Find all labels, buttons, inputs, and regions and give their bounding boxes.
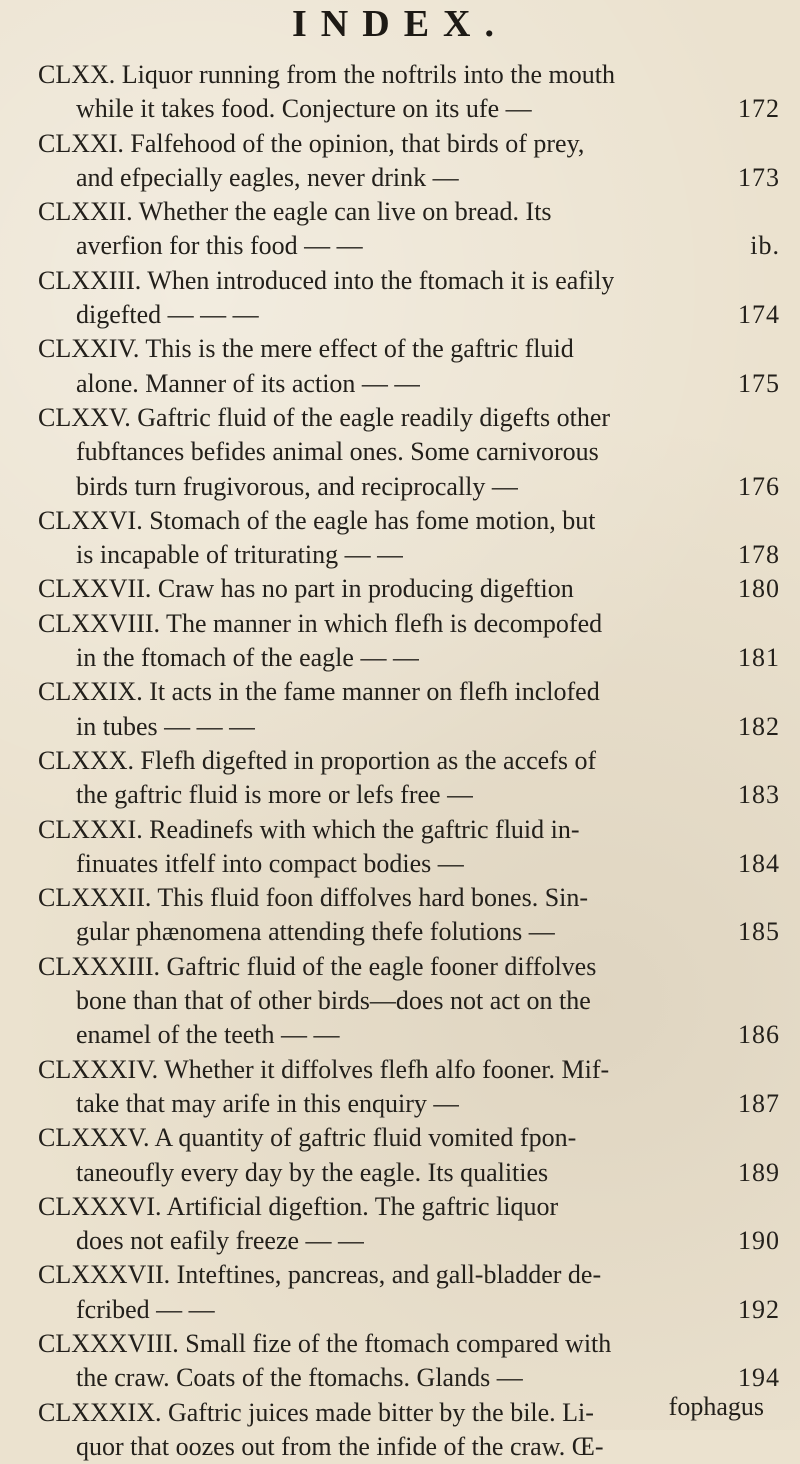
index-entry — [38, 1327, 780, 1396]
entry-text: CLXXVI. Stomach of the eagle has fome motion, but — [38, 505, 596, 535]
entry-page-number: 178 — [738, 540, 780, 570]
entry-page-number: 176 — [738, 471, 780, 501]
entry-line — [38, 58, 780, 92]
entry-line — [38, 367, 780, 401]
entry-text: while it takes food. Conjecture on its ufe — — [76, 94, 532, 124]
index-entry — [38, 1121, 780, 1190]
entry-text: CLXXIX. It acts in the fame manner on flefh inclofed — [38, 677, 600, 707]
entry-line — [38, 1087, 780, 1121]
index-entry — [38, 607, 780, 676]
entry-line — [38, 1327, 780, 1361]
entry-line — [38, 401, 780, 435]
index-entry — [38, 1190, 780, 1259]
entry-page-number: 187 — [738, 1088, 780, 1118]
entry-line — [38, 435, 780, 469]
entry-page-number: 173 — [738, 162, 780, 192]
entry-text: averfion for this food — — — [76, 231, 363, 261]
entry-text: in the ftomach of the eagle — — — [76, 643, 419, 673]
entry-line — [38, 229, 780, 263]
entry-line — [38, 470, 780, 504]
entry-line — [38, 950, 780, 984]
entry-text: CLXXII. Whether the eagle can live on bread. Its — [38, 197, 552, 227]
entry-text: CLXXI. Falfehood of the opinion, that birds of prey, — [38, 128, 585, 158]
entry-line — [38, 1190, 780, 1224]
entry-line — [38, 1121, 780, 1155]
page-header: INDEX. — [292, 3, 508, 45]
catchword: fophagus — [668, 1392, 764, 1421]
index-entry — [38, 881, 780, 950]
entry-text: enamel of the teeth — — — [76, 1020, 340, 1050]
entry-text: gular phænomena attending thefe folutions — — [76, 917, 555, 947]
index-entry — [38, 1053, 780, 1122]
entry-line — [38, 813, 780, 847]
entry-text: CLXXXII. This fluid foon diffolves hard bones. Sin- — [38, 883, 589, 913]
index-entry — [38, 58, 780, 127]
entry-line — [38, 1156, 780, 1190]
entry-text: digefted — — — — [76, 300, 259, 330]
entry-page-number: 172 — [738, 94, 780, 124]
entry-line — [38, 161, 780, 195]
entry-line — [38, 572, 780, 606]
entry-text: is incapable of triturating — — — [76, 540, 404, 570]
entry-text: the gaftric fluid is more or lefs free — — [76, 780, 474, 810]
entry-line — [38, 675, 780, 709]
entry-text: CLXXXI. Readinefs with which the gaftric fluid in- — [38, 814, 580, 844]
entry-page-number: 190 — [738, 1226, 780, 1256]
entry-line — [38, 1224, 780, 1258]
entry-line — [38, 778, 780, 812]
entry-text: CLXXV. Gaftric fluid of the eagle readily digefts other — [38, 402, 611, 432]
entry-line — [38, 1293, 780, 1327]
entry-text: birds turn frugivorous, and reciprocally — — [76, 471, 518, 501]
entry-page-number: 194 — [738, 1363, 780, 1393]
entry-line — [38, 641, 780, 675]
entry-line — [38, 127, 780, 161]
entry-text: finuates itfelf into compact bodies — — [76, 848, 464, 878]
entry-text: CLXXIII. When introduced into the ftomach it is eafily — [38, 265, 615, 295]
entry-text: bone than that of other birds—does not act on the — [76, 986, 591, 1016]
entry-line — [38, 538, 780, 572]
entry-page-number: 186 — [738, 1020, 780, 1050]
index-entry — [38, 332, 780, 401]
entry-text: fcribed — — — [76, 1294, 215, 1324]
entry-text: in tubes — — — — [76, 711, 256, 741]
entry-text: CLXXXVIII. Small fize of the ftomach compared with — [38, 1328, 612, 1358]
entry-line — [38, 915, 780, 949]
entry-text: does not eafily freeze — — — [76, 1226, 365, 1256]
entry-line — [38, 92, 780, 126]
entry-page-number: 174 — [738, 300, 780, 330]
entry-text: CLXXXIX. Gaftric juices made bitter by the bile. Li- — [38, 1397, 594, 1427]
entry-page-number: 175 — [738, 368, 780, 398]
index-entry — [38, 572, 780, 606]
entry-line — [38, 298, 780, 332]
entry-text: CLXXVII. Craw has no part in producing digeftion — [38, 574, 574, 604]
index-entry — [38, 504, 780, 573]
entry-line — [38, 195, 780, 229]
entry-page-number: ib. — [750, 231, 780, 261]
entry-text: quor that oozes out from the infide of the craw. Œ- — [76, 1431, 604, 1461]
index-entry — [38, 744, 780, 813]
entry-text: take that may arife in this enquiry — — [76, 1088, 460, 1118]
entry-page-number: 189 — [738, 1157, 780, 1187]
index-entry — [38, 675, 780, 744]
index-entry — [38, 401, 780, 504]
entry-text: CLXXXV. A quantity of gaftric fluid vomited fpon- — [38, 1123, 577, 1153]
entry-text: CLXXXIV. Whether it diffolves flefh alfo fooner. Mif- — [38, 1054, 610, 1084]
entry-page-number: 183 — [738, 780, 780, 810]
entry-text: taneoufly every day by the eagle. Its qualities — [76, 1157, 549, 1187]
entry-line — [38, 744, 780, 778]
entry-line — [38, 1361, 780, 1395]
entry-line — [38, 984, 780, 1018]
entry-text: CLXX. Liquor running from the noftrils into the mouth — [38, 60, 615, 89]
entry-line — [38, 847, 780, 881]
entry-line — [38, 264, 780, 298]
entry-line — [38, 710, 780, 744]
entry-line — [38, 881, 780, 915]
entry-text: fubftances befides animal ones. Some carnivorous — [76, 437, 599, 467]
entry-line — [38, 332, 780, 366]
entry-page-number: 185 — [738, 917, 780, 947]
entry-text: CLXXXVII. Inteftines, pancreas, and gall-bladder de- — [38, 1260, 602, 1290]
entry-line — [38, 1258, 780, 1292]
entry-text: the craw. Coats of the ftomachs. Glands — — [76, 1363, 523, 1393]
entry-text: CLXXX. Flefh digefted in proportion as the accefs of — [38, 745, 597, 775]
index-entry — [38, 127, 780, 196]
entry-line — [38, 1053, 780, 1087]
index-entries — [38, 58, 780, 1464]
entry-page-number: 184 — [738, 848, 780, 878]
entry-line — [38, 607, 780, 641]
index-entry — [38, 195, 780, 264]
entry-text: CLXXXVI. Artificial digeftion. The gaftric liquor — [38, 1191, 559, 1221]
entry-line — [38, 504, 780, 538]
index-entry — [38, 264, 780, 333]
index-entry — [38, 950, 780, 1053]
index-entry — [38, 1258, 780, 1327]
entry-text: CLXXVIII. The manner in which flefh is decompofed — [38, 608, 603, 638]
entry-line — [38, 1018, 780, 1052]
entry-text: CLXXIV. This is the mere effect of the gaftric fluid — [38, 334, 574, 364]
entry-page-number: 181 — [738, 643, 780, 673]
entry-text: and efpecially eagles, never drink — — [76, 162, 459, 192]
index-entry — [38, 813, 780, 882]
entry-text: CLXXXIII. Gaftric fluid of the eagle fooner diffolves — [38, 951, 597, 981]
entry-page-number: 180 — [738, 574, 780, 604]
entry-line — [38, 1430, 780, 1464]
entry-text: alone. Manner of its action — — — [76, 368, 421, 398]
entry-page-number: 192 — [738, 1294, 780, 1324]
entry-page-number: 182 — [738, 711, 780, 741]
